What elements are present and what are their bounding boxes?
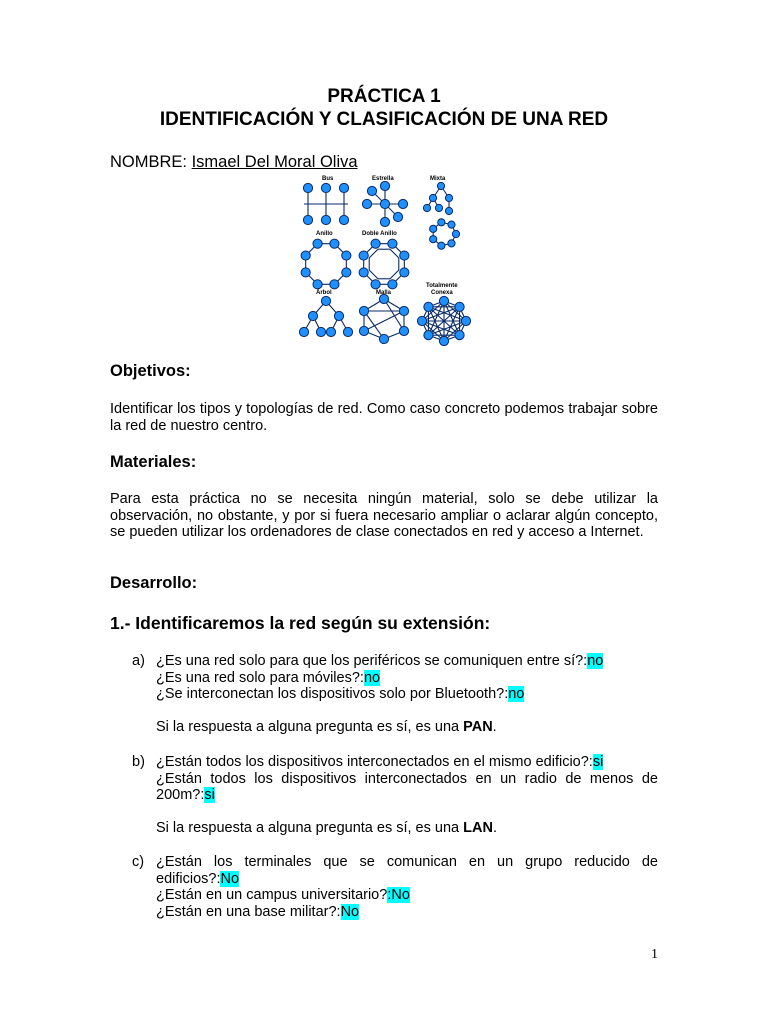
materiales-text: Para esta práctica no se necesita ningún material, solo se debe utilizar la observación, no obstante, y por si fuera necesario ampliar o aclarar algún concepto, se pueden utilizar los ordenadores de clase conectados en red y acceso a Internet. <box>110 491 658 541</box>
network-node <box>367 186 376 195</box>
label-bus: Bus <box>322 176 334 182</box>
item-b-marker: b) <box>132 754 145 770</box>
network-node <box>316 327 325 336</box>
question-b2: ¿Están todos los dispositivos interconectados en un radio de menos de 200m?:si <box>156 770 658 804</box>
network-node <box>445 207 452 214</box>
network-node <box>326 327 335 336</box>
question-a2: ¿Es una red solo para móviles?:no <box>156 669 381 686</box>
network-node <box>438 219 445 226</box>
practice-title: PRÁCTICA 1 <box>327 86 441 107</box>
item-a-marker: a) <box>132 653 145 669</box>
network-node <box>321 215 330 224</box>
network-node <box>388 280 397 289</box>
network-node <box>342 251 351 260</box>
network-node <box>455 331 464 340</box>
name-label: NOMBRE: <box>110 153 192 171</box>
item-c-marker: c) <box>132 854 145 870</box>
network-node <box>334 311 343 320</box>
network-node <box>448 240 455 247</box>
network-node <box>399 326 408 335</box>
network-node <box>339 215 348 224</box>
network-node <box>342 268 351 277</box>
network-node <box>398 199 407 208</box>
item-b-questions <box>156 754 658 804</box>
network-node <box>424 302 433 311</box>
network-node <box>417 316 426 325</box>
label-totalmente-2: Conexa <box>431 290 453 296</box>
network-node <box>343 327 352 336</box>
network-node <box>313 280 322 289</box>
network-node <box>303 215 312 224</box>
network-node <box>455 302 464 311</box>
network-node <box>452 230 459 237</box>
student-name: Ismael Del Moral Oliva <box>191 153 358 171</box>
network-node <box>448 221 455 228</box>
answer-c2: :No <box>387 887 410 904</box>
network-node <box>445 194 452 201</box>
network-node <box>299 327 308 336</box>
question-a3: ¿Se interconectan los dispositivos solo por Bluetooth?:no <box>156 686 525 703</box>
question-a1: ¿Es una red solo para que los periféricos se comuniquen entre sí?:no <box>156 653 604 669</box>
answer-b1: si <box>592 754 604 770</box>
network-node <box>399 306 408 315</box>
objetivos-text: Identificar los tipos y topologías de red. Como caso concreto podemos trabajar sobre la red de nuestro centro. <box>110 401 658 434</box>
network-node <box>330 239 339 248</box>
answer-a1: no <box>587 653 604 669</box>
label-arbol: Árbol <box>316 290 332 296</box>
network-node <box>359 268 368 277</box>
materiales-heading: Materiales: <box>110 453 197 471</box>
question-b1: ¿Están todos los dispositivos interconectados en el mismo edificio?:si <box>156 754 604 770</box>
network-node <box>330 280 339 289</box>
network-node <box>439 336 448 345</box>
page-number: 1 <box>651 947 658 962</box>
note-lan: Si la respuesta a alguna pregunta es sí, es una LAN. <box>156 820 497 836</box>
term-pan: PAN <box>463 719 493 735</box>
label-doble-anillo: Doble Anillo <box>362 231 397 237</box>
practice-subtitle: IDENTIFICACIÓN Y CLASIFICACIÓN DE UNA RED <box>159 109 609 130</box>
label-estrella: Estrella <box>372 176 394 182</box>
network-node <box>400 268 409 277</box>
network-node <box>424 331 433 340</box>
answer-a3: no <box>508 686 525 703</box>
network-node <box>388 239 397 248</box>
network-node <box>339 183 348 192</box>
network-node <box>359 306 368 315</box>
label-mixta: Mixta <box>430 176 446 182</box>
network-node <box>423 204 430 211</box>
item-a-questions <box>156 653 658 703</box>
network-node <box>429 194 436 201</box>
network-node <box>438 242 445 249</box>
network-node <box>313 239 322 248</box>
network-node <box>380 199 389 208</box>
network-node <box>371 239 380 248</box>
network-node <box>380 181 389 190</box>
network-node <box>371 280 380 289</box>
question-c3: ¿Están en una base militar?:No <box>156 903 360 920</box>
network-node <box>303 183 312 192</box>
question-c2: ¿Están en un campus universitario?:No <box>156 887 410 904</box>
answer-a2: no <box>363 669 381 686</box>
network-node <box>461 316 470 325</box>
answer-c1: No <box>220 870 240 887</box>
network-node <box>301 251 310 260</box>
network-node <box>379 334 388 343</box>
network-node <box>439 296 448 305</box>
student-name-line <box>110 153 358 172</box>
note-pan: Si la respuesta a alguna pregunta es sí, es una PAN. <box>156 719 497 735</box>
question-c1: ¿Están los terminales que se comunican en un grupo reducido de edificios?:No <box>156 854 658 887</box>
objetivos-heading: Objetivos: <box>110 362 191 380</box>
network-node <box>362 199 371 208</box>
network-node <box>359 251 368 260</box>
network-node <box>308 311 317 320</box>
network-node <box>380 217 389 226</box>
item-c-questions <box>156 854 658 920</box>
network-node <box>430 225 437 232</box>
answer-b2: si <box>204 787 215 804</box>
term-lan: LAN <box>463 820 493 836</box>
network-node <box>301 268 310 277</box>
network-node <box>321 296 330 305</box>
answer-c3: No <box>340 903 360 920</box>
label-malla: Malla <box>376 290 392 296</box>
label-totalmente-1: Totalmente <box>426 283 458 289</box>
network-node <box>393 212 402 221</box>
network-node <box>430 236 437 243</box>
section-1-heading: 1.- Identificaremos la red según su extensión: <box>110 613 491 633</box>
network-node <box>400 251 409 260</box>
network-node <box>321 183 330 192</box>
network-node <box>435 204 442 211</box>
network-topologies-figure <box>296 171 472 346</box>
network-node <box>437 182 444 189</box>
label-anillo: Anillo <box>316 231 333 237</box>
network-node <box>359 326 368 335</box>
desarrollo-heading: Desarrollo: <box>110 574 198 592</box>
